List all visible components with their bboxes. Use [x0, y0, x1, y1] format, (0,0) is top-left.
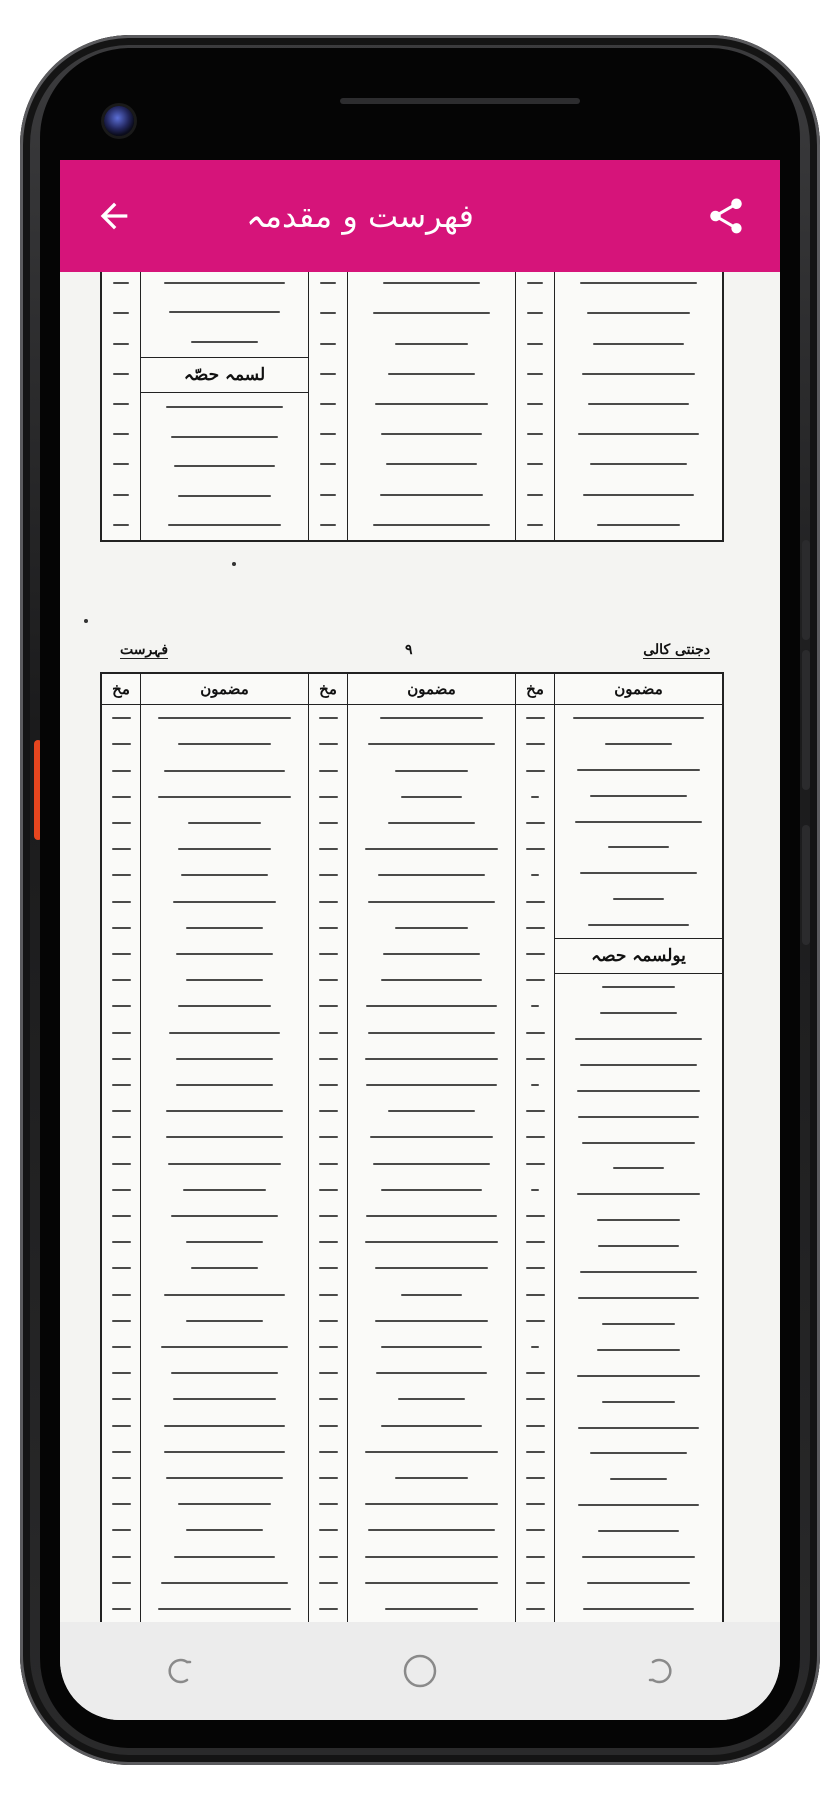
back-button[interactable] [86, 188, 142, 244]
arrow-left-icon [94, 196, 134, 236]
volume-down-button [802, 650, 810, 790]
phone-screen [60, 160, 780, 1720]
home-button[interactable] [380, 1641, 460, 1701]
scan-speck [84, 619, 88, 623]
nav-back-icon [643, 1654, 677, 1688]
column-heading-page: مخ [102, 674, 140, 705]
column-heading-subject: مضمون [141, 674, 308, 705]
page-title: فهرست و مقدمہ [246, 197, 474, 235]
header-left-label: فہرست [120, 642, 169, 658]
earpiece-speaker [340, 98, 580, 104]
recent-apps-icon [163, 1654, 197, 1688]
assistant-button [802, 825, 810, 945]
recent-apps-button[interactable] [140, 1641, 220, 1701]
section-heading-top: لسمہ حصّہ [141, 357, 308, 393]
header-right-label: دجنتی کالی [643, 642, 710, 658]
share-button[interactable] [698, 188, 754, 244]
previous-page-table [100, 272, 724, 542]
volume-up-button [802, 540, 810, 640]
front-camera [104, 106, 134, 136]
app-bar [60, 160, 780, 272]
page-number: ۹ [405, 642, 413, 658]
section-heading-main: یولسمہ حصہ [555, 938, 722, 974]
column-heading-page: مخ [309, 674, 347, 705]
share-icon [705, 195, 747, 237]
home-circle-icon [401, 1652, 439, 1690]
scan-speck [232, 562, 236, 566]
scanned-page-image[interactable] [60, 272, 780, 1622]
column-heading-subject: مضمون [555, 674, 722, 705]
index-table [100, 672, 724, 1622]
page-header [100, 642, 720, 668]
system-navigation-bar [60, 1622, 780, 1720]
column-heading-subject: مضمون [348, 674, 515, 705]
system-back-button[interactable] [620, 1641, 700, 1701]
column-heading-page: مخ [516, 674, 554, 705]
